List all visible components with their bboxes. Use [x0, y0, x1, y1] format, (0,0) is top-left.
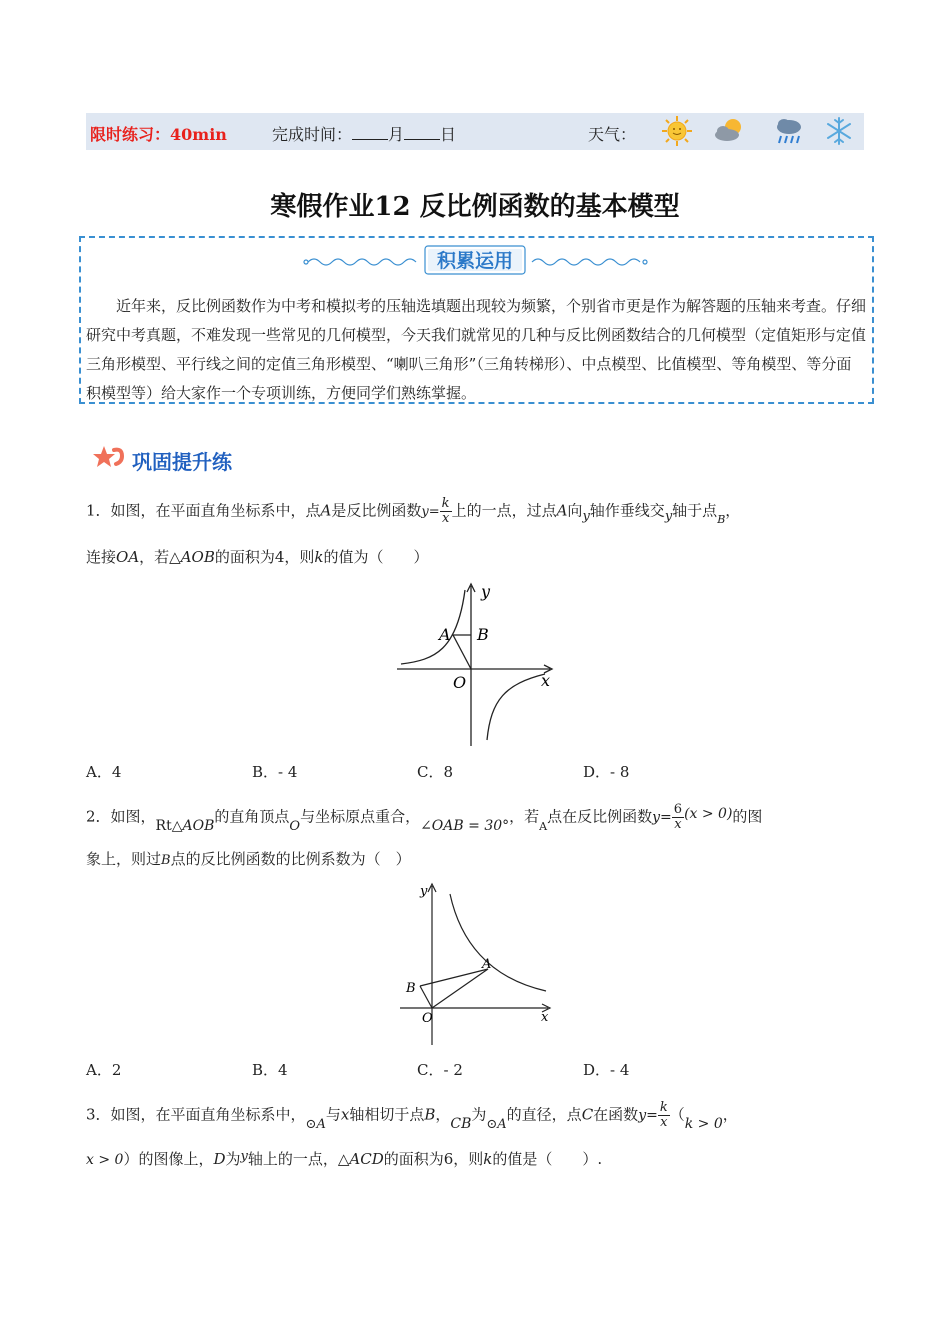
question-2: 2．如图，Rt△AOB的直角顶点O与坐标原点重合，∠OAB = 30°，若$_A$点在反比例函数y= $\frac{6}{x}$ (x > 0)的图: [86, 802, 763, 834]
question-2-line2: 象上，则过B点的反比例函数的比例系数为（ ）: [86, 850, 411, 868]
snowflake-icon[interactable]: [822, 115, 856, 147]
q1-option-b[interactable]: B．- 4: [252, 763, 298, 781]
fig2-label-x: x: [541, 1010, 549, 1025]
fig1-label-y: y: [481, 582, 491, 601]
question-3: 3．如图，在平面直角坐标系中，⊙A与x轴相切于点B，CB为⊙A的直径，点C在函数y= $\frac{k}{x}$ （k > 0，: [86, 1100, 738, 1132]
star-icon: [92, 444, 128, 474]
section-heading: [92, 444, 262, 474]
question-3-line2: x > 0）的图像上，D为y轴上的一点，△ACD的面积为6，则k的值是（ ）.: [86, 1149, 603, 1168]
weather-label: 天气：: [588, 125, 637, 144]
question-2-figure: [398, 880, 558, 1050]
sun-icon[interactable]: [660, 115, 694, 147]
fig1-label-B: B: [477, 625, 489, 644]
fig2-label-O: O: [422, 1011, 433, 1026]
sun-cloud-icon[interactable]: [712, 115, 746, 147]
question-1-line2: 连接OA，若△AOB的面积为4，则k的值为（ ）: [86, 548, 429, 566]
q2-option-c[interactable]: C．- 2: [417, 1061, 463, 1079]
badge-text: 积累运用: [436, 250, 514, 272]
q1-option-a[interactable]: A．4: [86, 763, 122, 781]
q1-option-c[interactable]: C．8: [417, 763, 454, 781]
section-heading-text: 巩固提升练: [132, 450, 232, 474]
fig2-label-A: A: [482, 957, 492, 972]
header-bar: [86, 113, 864, 150]
rain-icon[interactable]: [772, 115, 806, 147]
question-1-figure: [395, 580, 560, 750]
page-title: 寒假作业12 反比例函数的基本模型: [270, 192, 680, 222]
section-badge-accumulate: [300, 244, 650, 276]
fig1-label-x: x: [541, 671, 551, 690]
fraction-k-over-x-q3: $\frac{k}{x}$: [659, 1100, 668, 1130]
completion-time: 完成时间： 月 日: [272, 125, 457, 144]
fraction-k-over-x: $\frac{k}{x}$: [441, 496, 450, 526]
q1-option-d[interactable]: D．- 8: [583, 763, 630, 781]
time-limit-label: 限时练习：40min: [90, 125, 227, 144]
q2-option-a[interactable]: A．2: [86, 1061, 122, 1079]
question-1: 1．如图，在平面直角坐标系中，点A是反比例函数y= $\frac{k}{x}$ 上的一点，过点A向y轴作垂线交y轴于点$_B$，: [86, 496, 741, 526]
fig2-label-B: B: [406, 981, 416, 996]
fig2-label-y: y: [420, 884, 428, 899]
q2-option-b[interactable]: B．4: [252, 1061, 288, 1079]
q2-option-d[interactable]: D．- 4: [583, 1061, 630, 1079]
fig1-label-O: O: [453, 673, 467, 692]
fraction-6-over-x: $\frac{6}{x}$: [673, 802, 683, 832]
intro-paragraph: 近年来，反比例函数作为中考和模拟考的压轴选填题出现较为频繁，个别省市更是作为解答题的压轴来考查。仔细研究中考真题，不难发现一些常见的几何模型，今天我们就常见的几种与反比例函数结合的几何模型（定值矩形与定值三角形模型、平行线之间的定值三角形模型、“喇叭三角形”（三角转梯形）、中点模型、比值模型、等角模型、等分面积模型等）给大家作一个专项训练，方便同学们熟练掌握。: [86, 297, 867, 402]
fig1-label-A: A: [439, 625, 451, 644]
